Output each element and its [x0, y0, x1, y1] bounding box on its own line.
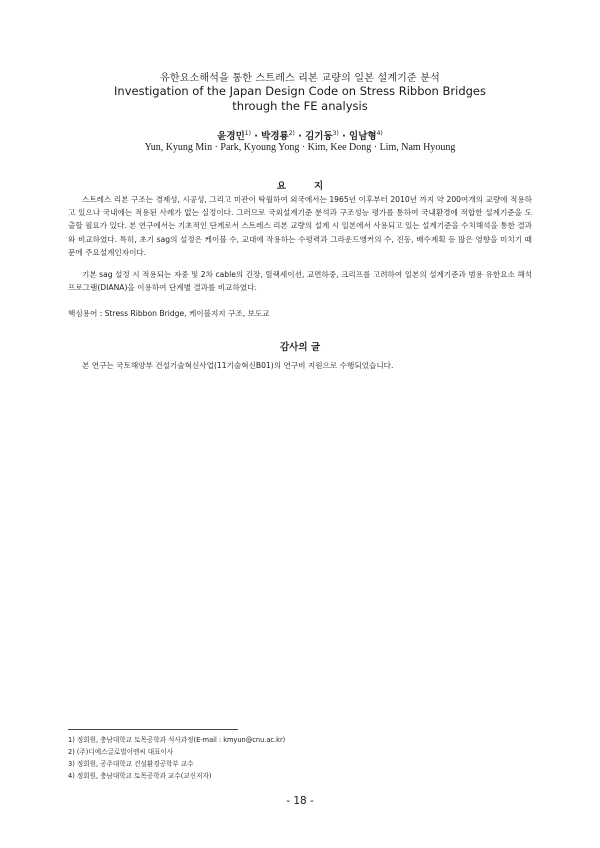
- abstract-paragraph-1: [68, 193, 532, 259]
- acknowledgement-text: [68, 359, 532, 372]
- author-4: 임남형: [349, 131, 377, 142]
- footnote-3: 3) 정회원, 공주대학교 건설환경공학부 교수: [68, 760, 194, 768]
- author-1-mark: 1): [244, 129, 251, 137]
- acknowledgement-body: 본 연구는 국토해양부 건설기술혁신사업(11기술혁신B01)의 연구비 지원으로 수행되었습니다.: [82, 361, 394, 370]
- author-separator: ·: [338, 131, 350, 142]
- footnote-4: 4) 정회원, 충남대학교 토목공학과 교수(교신저자): [68, 772, 212, 780]
- author-3-mark: 3): [332, 129, 339, 137]
- author-4-mark: 4): [376, 129, 383, 137]
- author-separator: ·: [294, 131, 306, 142]
- abstract-paragraph-2-text: 기본 sag 설정 시 적용되는 자중 및 2차 cable의 긴장, 릴랙세이션, 교면하중, 크리프를 고려하여 일본의 설계기준과 범용 유한요소 해석 프로그램(DIANA)을 이용하여 단계별 결과를 비교하였다.: [68, 270, 532, 293]
- title-english-line1: Investigation of the Japan Design Code on Stress Ribbon Bridges: [114, 84, 486, 98]
- author-2: 박경룡: [261, 131, 289, 142]
- title-korean: 유한요소해석을 통한 스트레스 리본 교량의 일본 설계기준 분석: [159, 73, 440, 84]
- author-separator: ·: [250, 131, 262, 142]
- author-1: 윤경민: [217, 131, 245, 142]
- abstract-heading: 요지: [276, 181, 352, 192]
- page-number: - 18 -: [286, 795, 314, 807]
- footnotes: [68, 734, 532, 782]
- abstract-paragraph-1-text: 스트레스 리본 구조는 경제성, 시공성, 그리고 미관이 탁월하여 외국에서는 1965년 이후부터 2010년 까지 약 200여개의 교량에 적용하고 있으나 국내에는 적용된 사례가 없는 실정이다. 그러므로 국외설계기준 분석과 구조성능 평가를 통하여 국내환경에 적합한 설계기준을 도출할 필요가 있다. 본 연구에서는 기초적인 단계로서 스트레스 리본 교량의 설계 시 일본에서 사용되고 있는 설계기준을 수치해석을 통한 결과와 비교하였다. 특히, 초기 sag의 설정은 케이블 수, 교대에 작용하는 수평력과 그라운드앵커의 수, 진동, 배수계획 등 많은 영향을 미치기 때문에 주요설계인자이다.: [68, 195, 532, 257]
- footnote-divider: [68, 729, 238, 730]
- title-english-line2: through the FE analysis: [232, 99, 368, 113]
- author-2-mark: 2): [288, 129, 295, 137]
- keywords: 핵심용어 : Stress Ribbon Bridge, 케이블지지 구조, 보도교: [68, 309, 270, 318]
- footnote-2: 2) (주)디에스글로벌이엔씨 대표이사: [68, 748, 174, 756]
- acknowledgement-heading: 감사의 글: [279, 342, 320, 353]
- abstract-paragraph-2: [68, 268, 532, 294]
- authors-korean: [0, 128, 600, 142]
- authors-english: Yun, Kyung Min · Park, Kyoung Yong · Kim, Kee Dong · Lim, Nam Hyoung: [144, 142, 456, 153]
- author-3: 김기동: [305, 131, 333, 142]
- footnote-1: 1) 정회원, 충남대학교 토목공학과 석사과정(E-mail : kmyun@cnu.ac.kr): [68, 736, 286, 744]
